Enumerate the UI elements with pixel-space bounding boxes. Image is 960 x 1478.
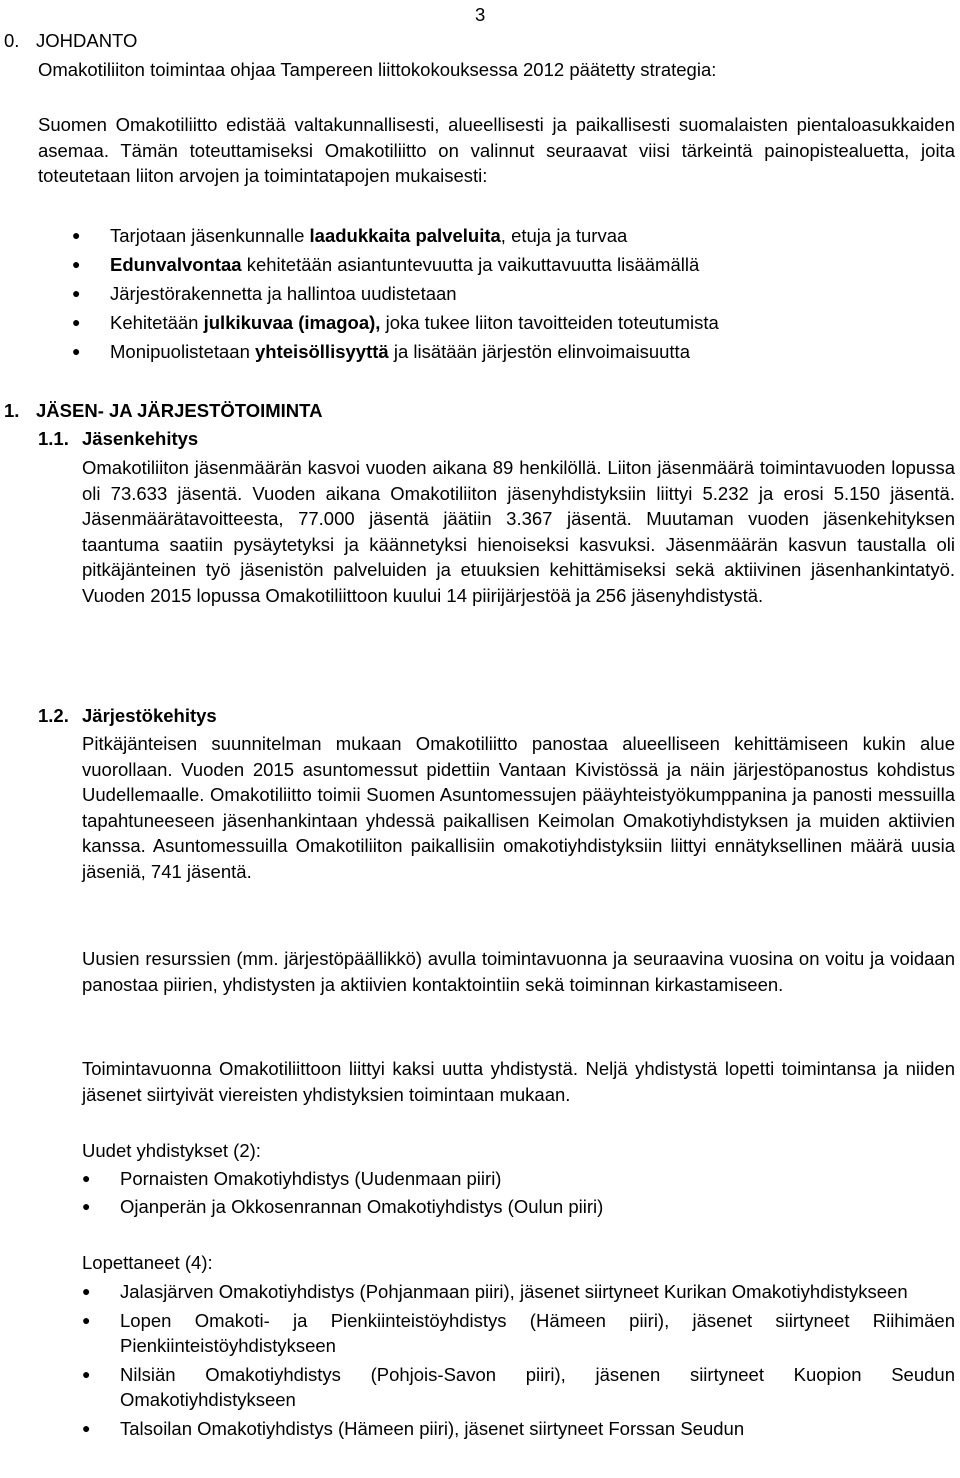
list-item: ● Järjestörakennetta ja hallintoa uudistetaan xyxy=(72,281,952,310)
bullet-icon: ● xyxy=(72,343,81,359)
bullet-icon: ● xyxy=(82,1198,91,1214)
list-item: ● Kehitetään julkikuvaa (imagoa), joka tukee liiton tavoitteiden toteutumista xyxy=(72,310,952,339)
list-item: ● Ojanperän ja Okkosenrannan Omakotiyhdistys (Oulun piiri) xyxy=(82,1194,955,1222)
bullet-icon: ● xyxy=(82,1419,91,1436)
subsection-heading-1-1 xyxy=(38,426,198,452)
subsection-number: 1.2. xyxy=(38,705,69,726)
section-number: 0. xyxy=(4,30,20,51)
subsection-number: 1.1. xyxy=(38,428,69,449)
list-item: ● Edunvalvontaa kehitetään asiantuntevuutta ja vaikuttavuutta lisäämällä xyxy=(72,252,952,281)
bullet-icon: ● xyxy=(72,285,81,301)
strategy-focus-list xyxy=(72,223,952,368)
subsection-heading-1-2 xyxy=(38,703,217,729)
bullet-icon: ● xyxy=(72,314,81,330)
bullet-icon: ● xyxy=(72,256,81,272)
list-item: ● Jalasjärven Omakotiyhdistys (Pohjanmaan piiri), jäsenet siirtyneet Kurikan Omakotiyhdistykseen xyxy=(82,1279,955,1305)
intro-paragraph-1: Omakotiliiton toimintaa ohjaa Tampereen liittokokouksessa 2012 päätetty strategia: xyxy=(38,59,717,80)
page-number: 3 xyxy=(475,4,486,25)
list-item: ● Pornaisten Omakotiyhdistys (Uudenmaan piiri) xyxy=(82,1166,955,1194)
list-item: ● Talsoilan Omakotiyhdistys (Hämeen piiri), jäsenet siirtyneet Forssan Seudun xyxy=(82,1416,955,1442)
membership-paragraph: Omakotiliiton jäsenmäärän kasvoi vuoden aikana 89 henkilöllä. Liiton jäsenmäärä toimintavuoden lopussa oli 73.633 jäsentä. Vuoden aikana Omakotiliiton jäsenyhdistyksiin liittyi 5.232 ja erosi 5.150 jäsentä. Jäsenmäärätavoitteesta, 77.000 jäsentä jäätiin 3.367 jäsentä. Muutaman vuoden jäsenkehityksen taantuma saatiin pysäytetyksi ja käännetyksi hienoiseksi kasvuksi. Jäsenmäärän kasvun taustalla oli pitkäjänteinen työ jäsenistön palveluiden ja etuuksien kehittämiseksi sekä aktiivinen jäsenhankintatyö. Vuoden 2015 lopussa Omakotiliittoon kuului 14 piirijärjestöä ja 256 jäsenyhdistystä. xyxy=(82,457,955,606)
closed-associations-label: Lopettaneet (4): xyxy=(82,1252,213,1273)
bullet-icon: ● xyxy=(82,1365,91,1382)
list-item: ● Tarjotaan jäsenkunnalle laadukkaita palveluita, etuja ja turvaa xyxy=(72,223,952,252)
section-heading-johdanto xyxy=(4,28,137,54)
bullet-icon: ● xyxy=(72,227,81,243)
section-heading-1 xyxy=(4,398,322,424)
subsection-title: Jäsenkehitys xyxy=(82,428,199,449)
list-item: ● Monipuolistetaan yhteisöllisyyttä ja lisätään järjestön elinvoimaisuutta xyxy=(72,339,952,368)
organization-paragraph-3: Toimintavuonna Omakotiliittoon liittyi kaksi uutta yhdistystä. Neljä yhdistystä lopetti toimintansa ja niiden jäsenet siirtyivät viereisten yhdistyksien toimintaan mukaan. xyxy=(82,1058,955,1105)
closed-associations-list xyxy=(82,1279,955,1444)
bullet-icon: ● xyxy=(82,1283,91,1299)
bullet-icon: ● xyxy=(82,1311,91,1328)
intro-paragraph-2: Suomen Omakotiliitto edistää valtakunnallisesti, alueellisesti ja paikallisesti suomalaisten pientaloasukkaiden asemaa. Tämän toteuttamiseksi Omakotiliitto on valinnut seuraavat viisi tärkeintä painopistealuetta, joita toteutetaan liiton arvojen ja toimintatapojen mukaisesti: xyxy=(38,114,955,186)
list-item: ● Nilsiän Omakotiyhdistys (Pohjois-Savon piiri), jäsenen siirtyneet Kuopion Seudun Omakotiyhdistykseen xyxy=(82,1363,955,1410)
new-associations-list xyxy=(82,1166,955,1222)
section-title: JÄSEN- JA JÄRJESTÖTOIMINTA xyxy=(36,400,323,421)
bullet-icon: ● xyxy=(82,1170,91,1186)
list-item: ● Lopen Omakoti- ja Pienkiinteistöyhdistys (Hämeen piiri), jäsenet siirtyneet Riihimäen Pienkiinteistöyhdistykseen xyxy=(82,1309,955,1356)
subsection-title: Järjestökehitys xyxy=(82,705,217,726)
organization-paragraph-1: Pitkäjänteisen suunnitelman mukaan Omakotiliitto panostaa alueelliseen kehittämiseen kukin alue vuorollaan. Vuoden 2015 asuntomessut pidettiin Vantaan Kivistössä ja näin järjestöpanostus kohdistus Uudellemaalle. Omakotiliitto toimii Suomen Asuntomessujen pääyhteistyökumppanina ja panosti messuilla tapahtuneeseen jäsenhankintaan yhdessä paikallisen Keimolan Omakotiyhdistyksen ja muiden aktiivien kanssa. Asuntomessuilla Omakotiliiton paikallisiin omakotiyhdistyksiin liittyi ennätyksellinen määrä uusia jäseniä, 741 jäsentä. xyxy=(82,733,955,882)
section-number: 1. xyxy=(4,400,20,421)
section-title: JOHDANTO xyxy=(36,30,138,51)
organization-paragraph-2: Uusien resurssien (mm. järjestöpäällikkö) avulla toimintavuonna ja seuraavina vuosina on voitu ja voidaan panostaa piirien, yhdistysten ja aktiivien kontaktointiin sekä toiminnan kirkastamiseen. xyxy=(82,948,955,995)
new-associations-label: Uudet yhdistykset (2): xyxy=(82,1140,261,1161)
